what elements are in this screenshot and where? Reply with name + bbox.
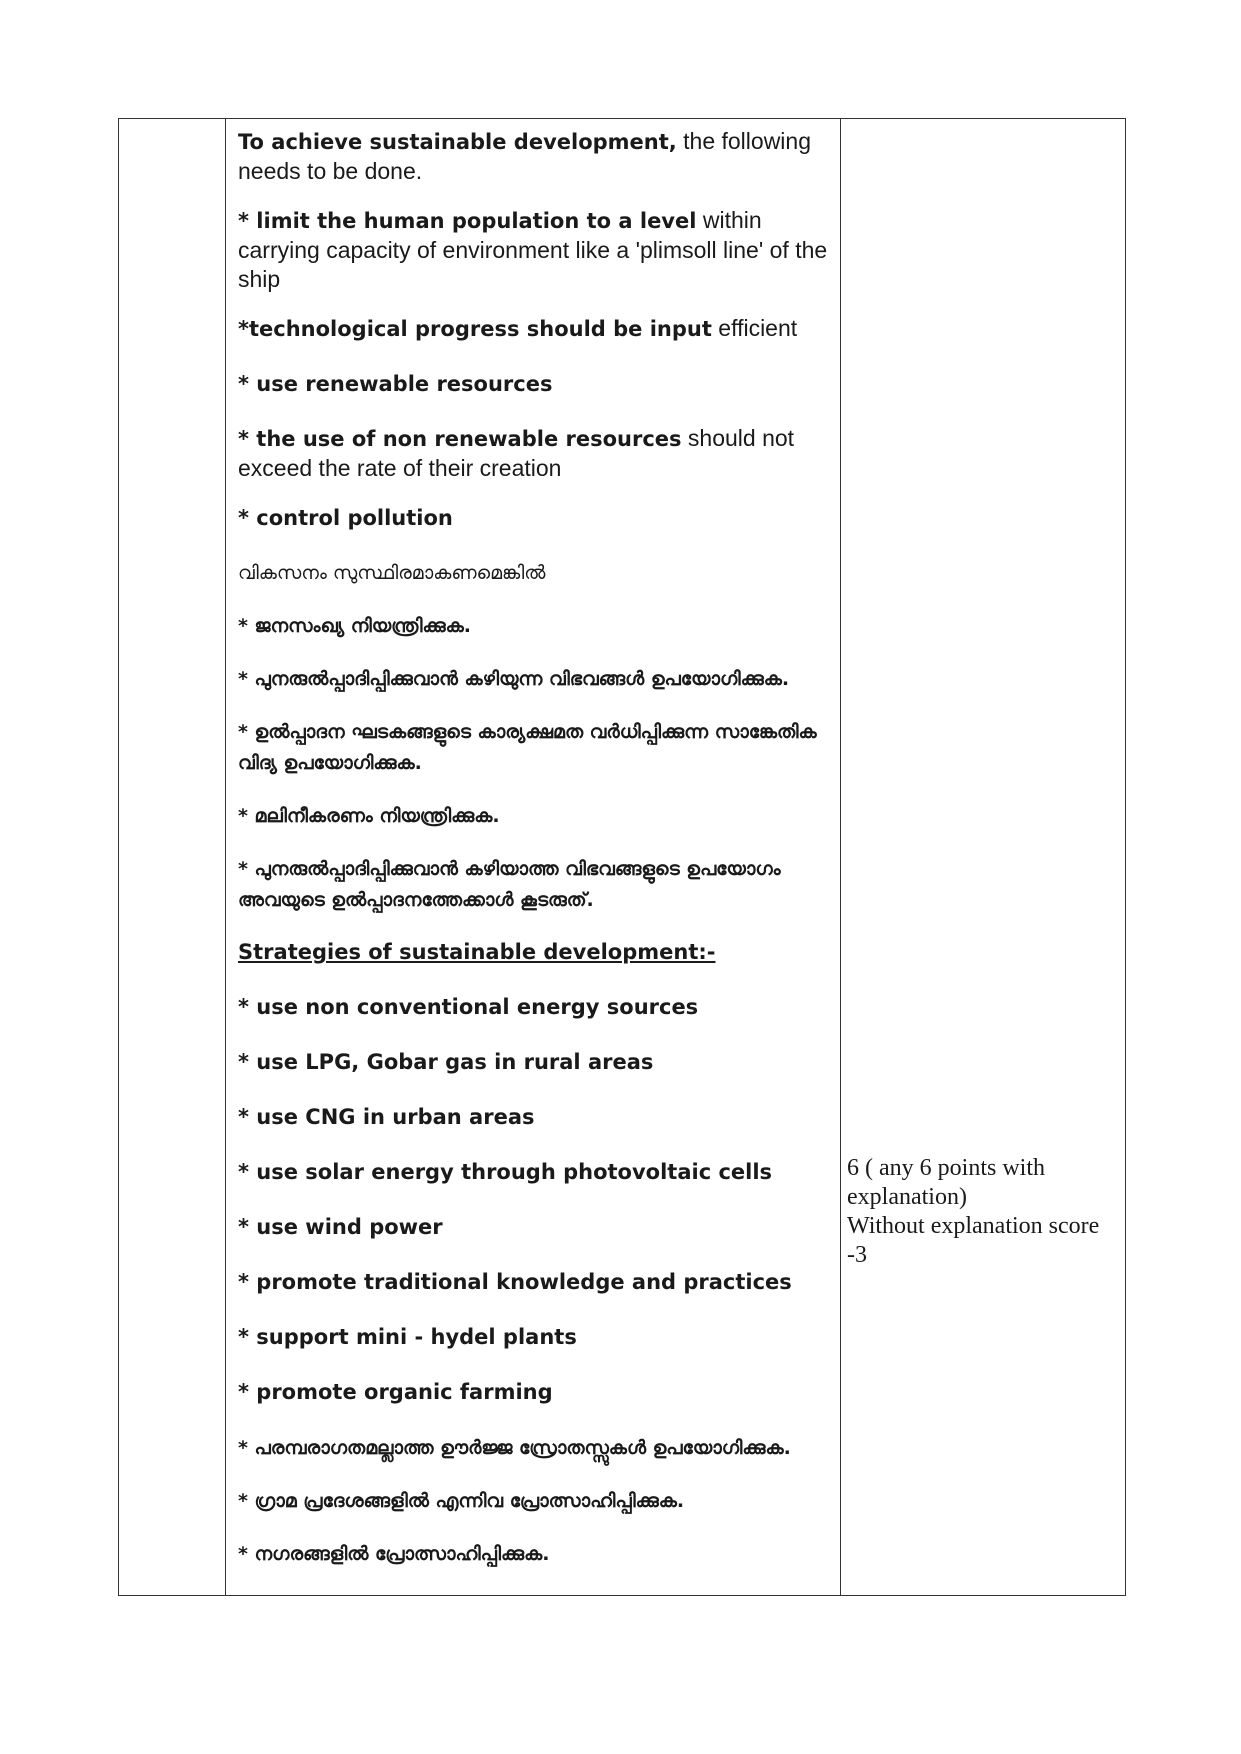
measure-bold-text: * limit the human population to a level bbox=[238, 209, 697, 233]
malayalam-measure-item: * ഉൽപ്പാദന ഘടകങ്ങളുടെ കാര്യക്ഷമത വർധിപ്പിക്കുന്ന സാങ്കേതിക വിദ്യ ഉപയോഗിക്കുക. bbox=[238, 721, 817, 774]
malayalam-measure-item: * ജനസംഖ്യ നിയന്ത്രിക്കുക. bbox=[238, 615, 471, 637]
measure-item bbox=[238, 369, 832, 399]
score-line-main: 6 ( any 6 points with explanation) bbox=[847, 1155, 1045, 1210]
measure-rest-text: should not exceed the rate of their creation bbox=[238, 425, 795, 481]
malayalam-strategy-item: * ഗ്രാമ പ്രദേശങ്ങളിൽ എന്നിവ പ്രോത്സാഹിപ്പിക്കുക. bbox=[238, 1490, 685, 1512]
malayalam-measure-item: * പുനരുൽപ്പാദിപ്പിക്കുവാൻ കഴിയുന്ന വിഭവങ്ങൾ ഉപയോഗിക്കുക. bbox=[238, 668, 790, 690]
measure-bold-text: * control pollution bbox=[238, 506, 453, 530]
strategy-item: * support mini - hydel plants bbox=[238, 1325, 577, 1349]
strategy-item: * use CNG in urban areas bbox=[238, 1105, 535, 1129]
measure-item bbox=[238, 314, 832, 344]
score-line-without-explanation: Without explanation score -3 bbox=[847, 1213, 1100, 1268]
measure-bold-text: * the use of non renewable resources bbox=[238, 427, 682, 451]
score-cell bbox=[841, 119, 1126, 1596]
measure-rest-text: efficient bbox=[711, 315, 798, 341]
strategy-item: * use LPG, Gobar gas in rural areas bbox=[238, 1050, 654, 1074]
table-row bbox=[119, 119, 1126, 1596]
measure-item bbox=[238, 503, 832, 533]
malayalam-strategy-item: * നഗരങ്ങളിൽ പ്രോത്സാഹിപ്പിക്കുക. bbox=[238, 1543, 550, 1565]
measure-bold-text: *technological progress should be input bbox=[238, 317, 712, 341]
malayalam-heading: വികസനം സുസ്ഥിരമാകണമെങ്കിൽ bbox=[238, 562, 546, 584]
answer-key-table bbox=[118, 118, 1126, 1596]
measure-item bbox=[238, 206, 832, 294]
malayalam-measure-item: * മലിനീകരണം നിയന്ത്രിക്കുക. bbox=[238, 805, 500, 827]
strategy-item: * use non conventional energy sources bbox=[238, 995, 699, 1019]
strategy-item: * promote traditional knowledge and practices bbox=[238, 1270, 792, 1294]
malayalam-strategy-item: * പരമ്പരാഗതമല്ലാത്ത ഊർജ്ജ സ്രോതസ്സുകൾ ഉപയോഗിക്കുക. bbox=[238, 1437, 791, 1459]
answer-content bbox=[226, 119, 840, 1570]
strategy-item: * promote organic farming bbox=[238, 1380, 553, 1404]
measure-item bbox=[238, 424, 832, 483]
measure-bold-text: * use renewable resources bbox=[238, 372, 553, 396]
malayalam-measure-item: * പുനരുൽപ്പാദിപ്പിക്കുവാൻ കഴിയാത്ത വിഭവങ്ങളുടെ ഉപയോഗം അവയുടെ ഉൽപ്പാദനത്തേക്കാൾ കൂടരുത്. bbox=[238, 858, 781, 911]
score-note bbox=[847, 1154, 1117, 1270]
strategies-heading: Strategies of sustainable development:- bbox=[238, 940, 716, 964]
strategy-item: * use wind power bbox=[238, 1215, 443, 1239]
strategy-item: * use solar energy through photovoltaic cells bbox=[238, 1160, 773, 1184]
answer-content-cell bbox=[226, 119, 841, 1596]
intro-paragraph bbox=[238, 127, 832, 186]
measure-rest-text: within carrying capacity of environment like a 'plimsoll line' of the ship bbox=[238, 207, 828, 292]
intro-rest-text: the following needs to be done. bbox=[238, 128, 811, 184]
intro-bold-text: To achieve sustainable development, bbox=[238, 130, 677, 154]
question-number-cell bbox=[119, 119, 226, 1596]
